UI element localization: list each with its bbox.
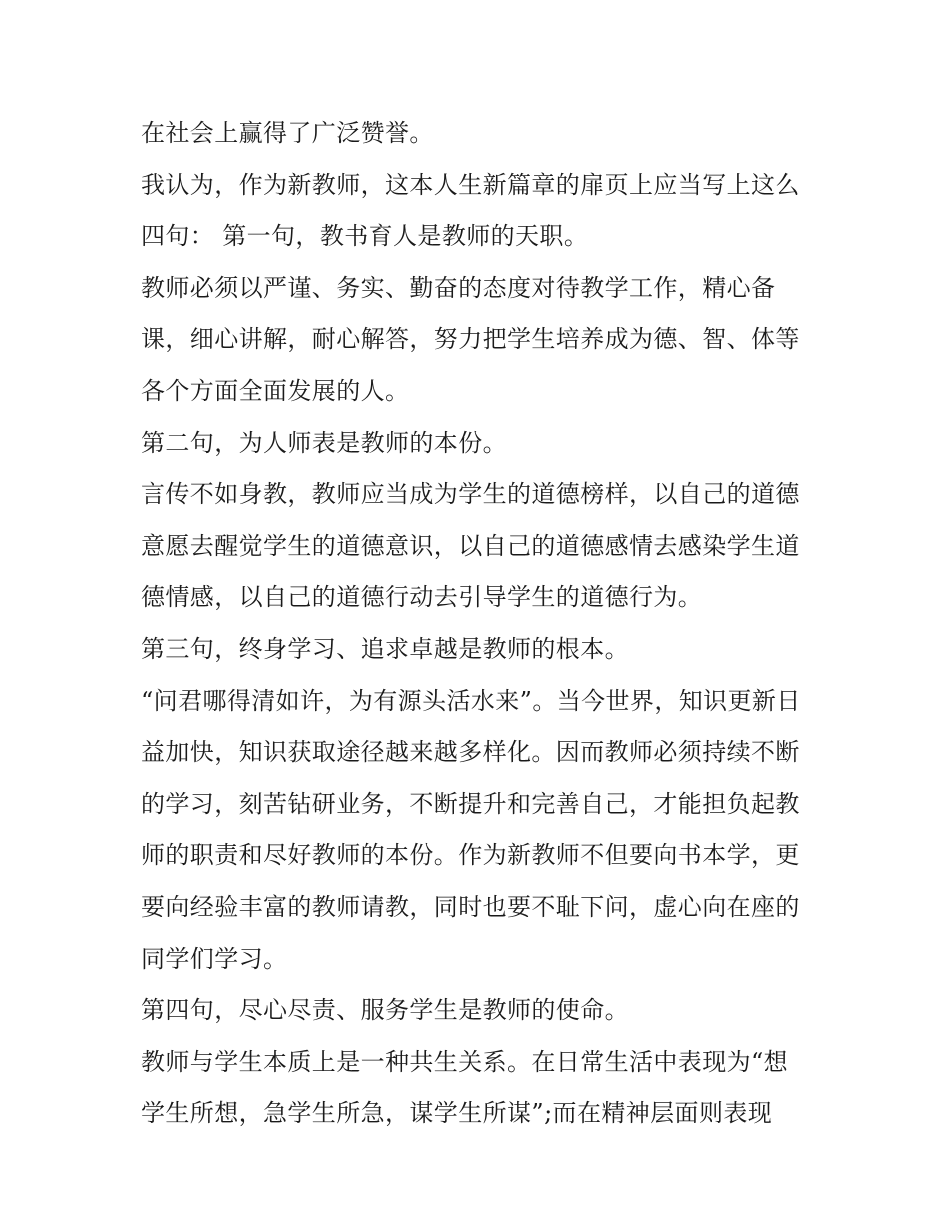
text-line: 第四句，尽心尽责、服务学生是教师的使命。 xyxy=(141,996,629,1025)
text-line: 四句： 第一句，教书育人是教师的天职。 xyxy=(141,222,589,251)
text-line: 各个方面全面发展的人。 xyxy=(141,376,410,405)
body-text xyxy=(141,108,821,1140)
text-line: 教师与学生本质上是一种共生关系。在日常生活中表现为“想 xyxy=(141,1047,789,1076)
text-line: 益加快，知识获取途径越来越多样化。因而教师必须持续不断 xyxy=(141,738,800,767)
text-line: 我认为，作为新教师，这本人生新篇章的扉页上应当写上这么 xyxy=(141,170,800,199)
text-line: 德情感，以自己的道德行动去引导学生的道德行为。 xyxy=(141,583,703,612)
text-line: “问君哪得清如许，为有源头活水来”。当今世界，知识更新日 xyxy=(141,686,801,715)
text-line: 在社会上赢得了广泛赞誉。 xyxy=(141,119,434,147)
text-line: 第二句，为人师表是教师的本份。 xyxy=(141,428,507,457)
text-line: 师的职责和尽好教师的本份。作为新教师不但要向书本学，更 xyxy=(141,841,800,870)
text-line: 学生所想，急学生所急，谋学生所谋”;而在精神层面则表现 xyxy=(141,1099,773,1128)
text-line: 第三句，终身学习、追求卓越是教师的根本。 xyxy=(141,634,629,663)
text-line: 意愿去醒觉学生的道德意识，以自己的道德感情去感染学生道 xyxy=(141,531,800,560)
text-line: 课，细心讲解，耐心解答，努力把学生培养成为德、智、体等 xyxy=(141,325,800,354)
text-line: 要向经验丰富的教师请教，同时也要不耻下问，虚心向在座的 xyxy=(141,892,800,921)
text-line: 教师必须以严谨、务实、勤奋的态度对待教学工作，精心备 xyxy=(141,273,776,302)
text-line: 的学习，刻苦钻研业务，不断提升和完善自己，才能担负起教 xyxy=(141,789,800,818)
text-line: 同学们学习。 xyxy=(141,944,288,973)
text-line: 言传不如身教，教师应当成为学生的道德榜样，以自己的道德 xyxy=(141,480,800,509)
